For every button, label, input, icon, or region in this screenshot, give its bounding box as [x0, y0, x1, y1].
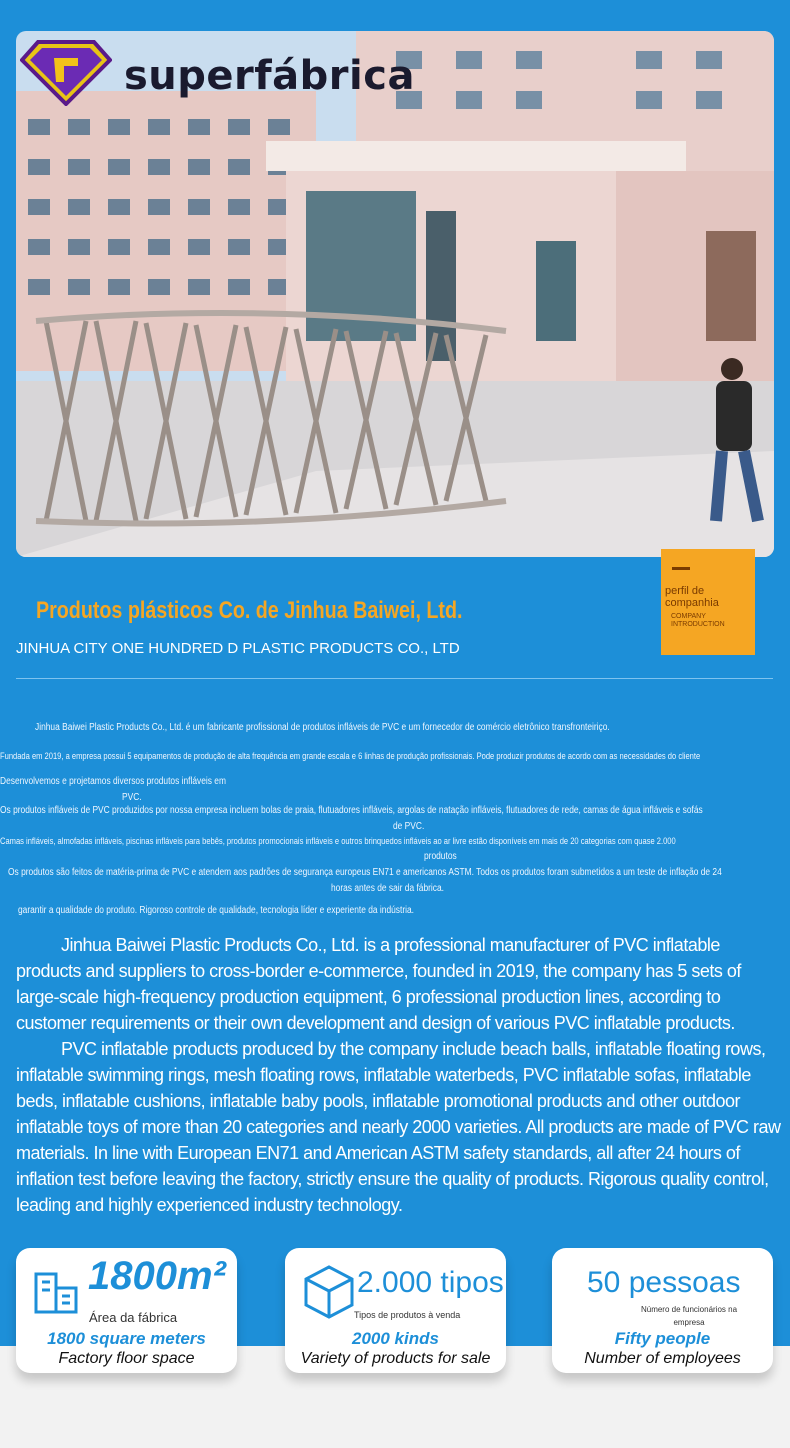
brand-name: superfábrica	[124, 52, 415, 99]
cube-icon	[303, 1264, 355, 1325]
stat-value: 2.000 tipos	[357, 1266, 504, 1299]
company-name-pt: Produtos plásticos Co. de Jinhua Baiwei, Ltd.	[36, 597, 463, 624]
stat-label-en: Factory floor space	[58, 1350, 195, 1367]
stat-label-blue: Fifty people	[614, 1329, 711, 1348]
pt-line: Desenvolvemos e projetamos diversos produtos infláveis ​​em	[0, 776, 226, 787]
stat-label-en: Number of employees	[584, 1350, 741, 1367]
pt-line: ​​de PVC.	[393, 821, 425, 832]
tag-dash	[672, 567, 690, 570]
stat-value: 50 pessoas	[587, 1266, 741, 1299]
pt-line: PVC.	[122, 792, 142, 803]
description-paragraph: PVC inflatable products produced by the company include beach balls, inflatable floating rows, inflatable swimming rings, mesh floating rows, inflatable waterbeds, PVC inflatable sofas, inflatable beds, inflatable cushions, inflatable baby pools, inflatable promotional products and other outdoor inflatable toys of more than 20 categories and nearly 2000 varieties. All products are made of PVC raw materials. In line with European EN71 and American ASTM safety standards, all after 24 hours of inflation test before leaving the factory, strictly ensure the quality of products. Rigorous quality control, leading and highly experienced industry technology.	[16, 1039, 781, 1215]
divider	[16, 678, 773, 679]
stat-label-pt: Número de funcionários na empresa	[640, 1305, 738, 1327]
tag-sublabel: COMPANY INTRODUCTION	[671, 613, 725, 628]
stat-value: 1800m²	[88, 1254, 226, 1298]
stat-card-factory-area	[16, 1248, 237, 1373]
tag-label: perfil de companhia	[665, 585, 719, 609]
pt-line: produtos	[424, 851, 457, 862]
brand-logo	[20, 40, 415, 111]
stat-card-employees	[552, 1248, 773, 1373]
stat-label-pt: Área da fábrica	[89, 1310, 178, 1325]
pt-line: Camas infláveis, almofadas infláveis, piscinas infláveis ​​para bebês, produtos promocionais infláveis ​​e outros brinquedos infláveis ​​ao ar livre estão disponíveis em mais de 20 categorias com quase 2.000	[0, 836, 676, 846]
stat-card-product-variety	[285, 1248, 506, 1373]
pt-line: Jinhua Baiwei Plastic Products Co., Ltd. é um fabricante profissional de produtos infláveis ​​de PVC e um fornecedor de comércio eletrônico transfronteiriço.	[35, 722, 610, 733]
pt-line: horas antes de sair da fábrica.	[331, 883, 445, 894]
diamond-logo-icon	[20, 40, 112, 111]
stat-label-blue: 1800 square meters	[47, 1329, 206, 1348]
company-name-en: JINHUA CITY ONE HUNDRED D PLASTIC PRODUCTS CO., LTD	[16, 640, 460, 657]
stat-label-en: Variety of products for sale	[300, 1350, 491, 1367]
building-icon	[32, 1270, 80, 1321]
stat-label-blue: 2000 kinds	[352, 1329, 439, 1348]
company-profile-tag	[661, 549, 755, 655]
pt-line: Fundada em 2019, a empresa possui 5 equipamentos de produção de alta frequência em grande escala e 6 linhas de produção profissionais. Pode produzir produtos de acordo com as necessidades do cliente	[0, 751, 701, 761]
pt-line: Os produtos são feitos de matéria-prima de PVC e atendem aos padrões de segurança europeus EN71 e americanos ASTM. Todos os produtos foram submetidos a um teste de inflação de 24	[8, 867, 722, 878]
company-description-en	[16, 932, 786, 1218]
description-paragraph: Jinhua Baiwei Plastic Products Co., Ltd. is a professional manufacturer of PVC inflatable products and suppliers to cross-border e-commerce, founded in 2019, the company has 5 sets of large-scale high-frequency production equipment, 6 professional production lines, according to customer requirements or their own development and design of various PVC inflatable products.	[16, 935, 741, 1033]
pt-line: Os produtos infláveis ​​de PVC produzidos por nossa empresa incluem bolas de praia, flutuadores infláveis, argolas de natação infláveis, flutuadores de rede, camas de água infláveis ​​e sofás	[0, 805, 703, 816]
pt-line: garantir a qualidade do produto. Rigoroso controle de qualidade, tecnologia líder e experiente da indústria.	[18, 905, 415, 916]
stat-label-pt: Tipos de produtos à venda	[354, 1310, 461, 1320]
